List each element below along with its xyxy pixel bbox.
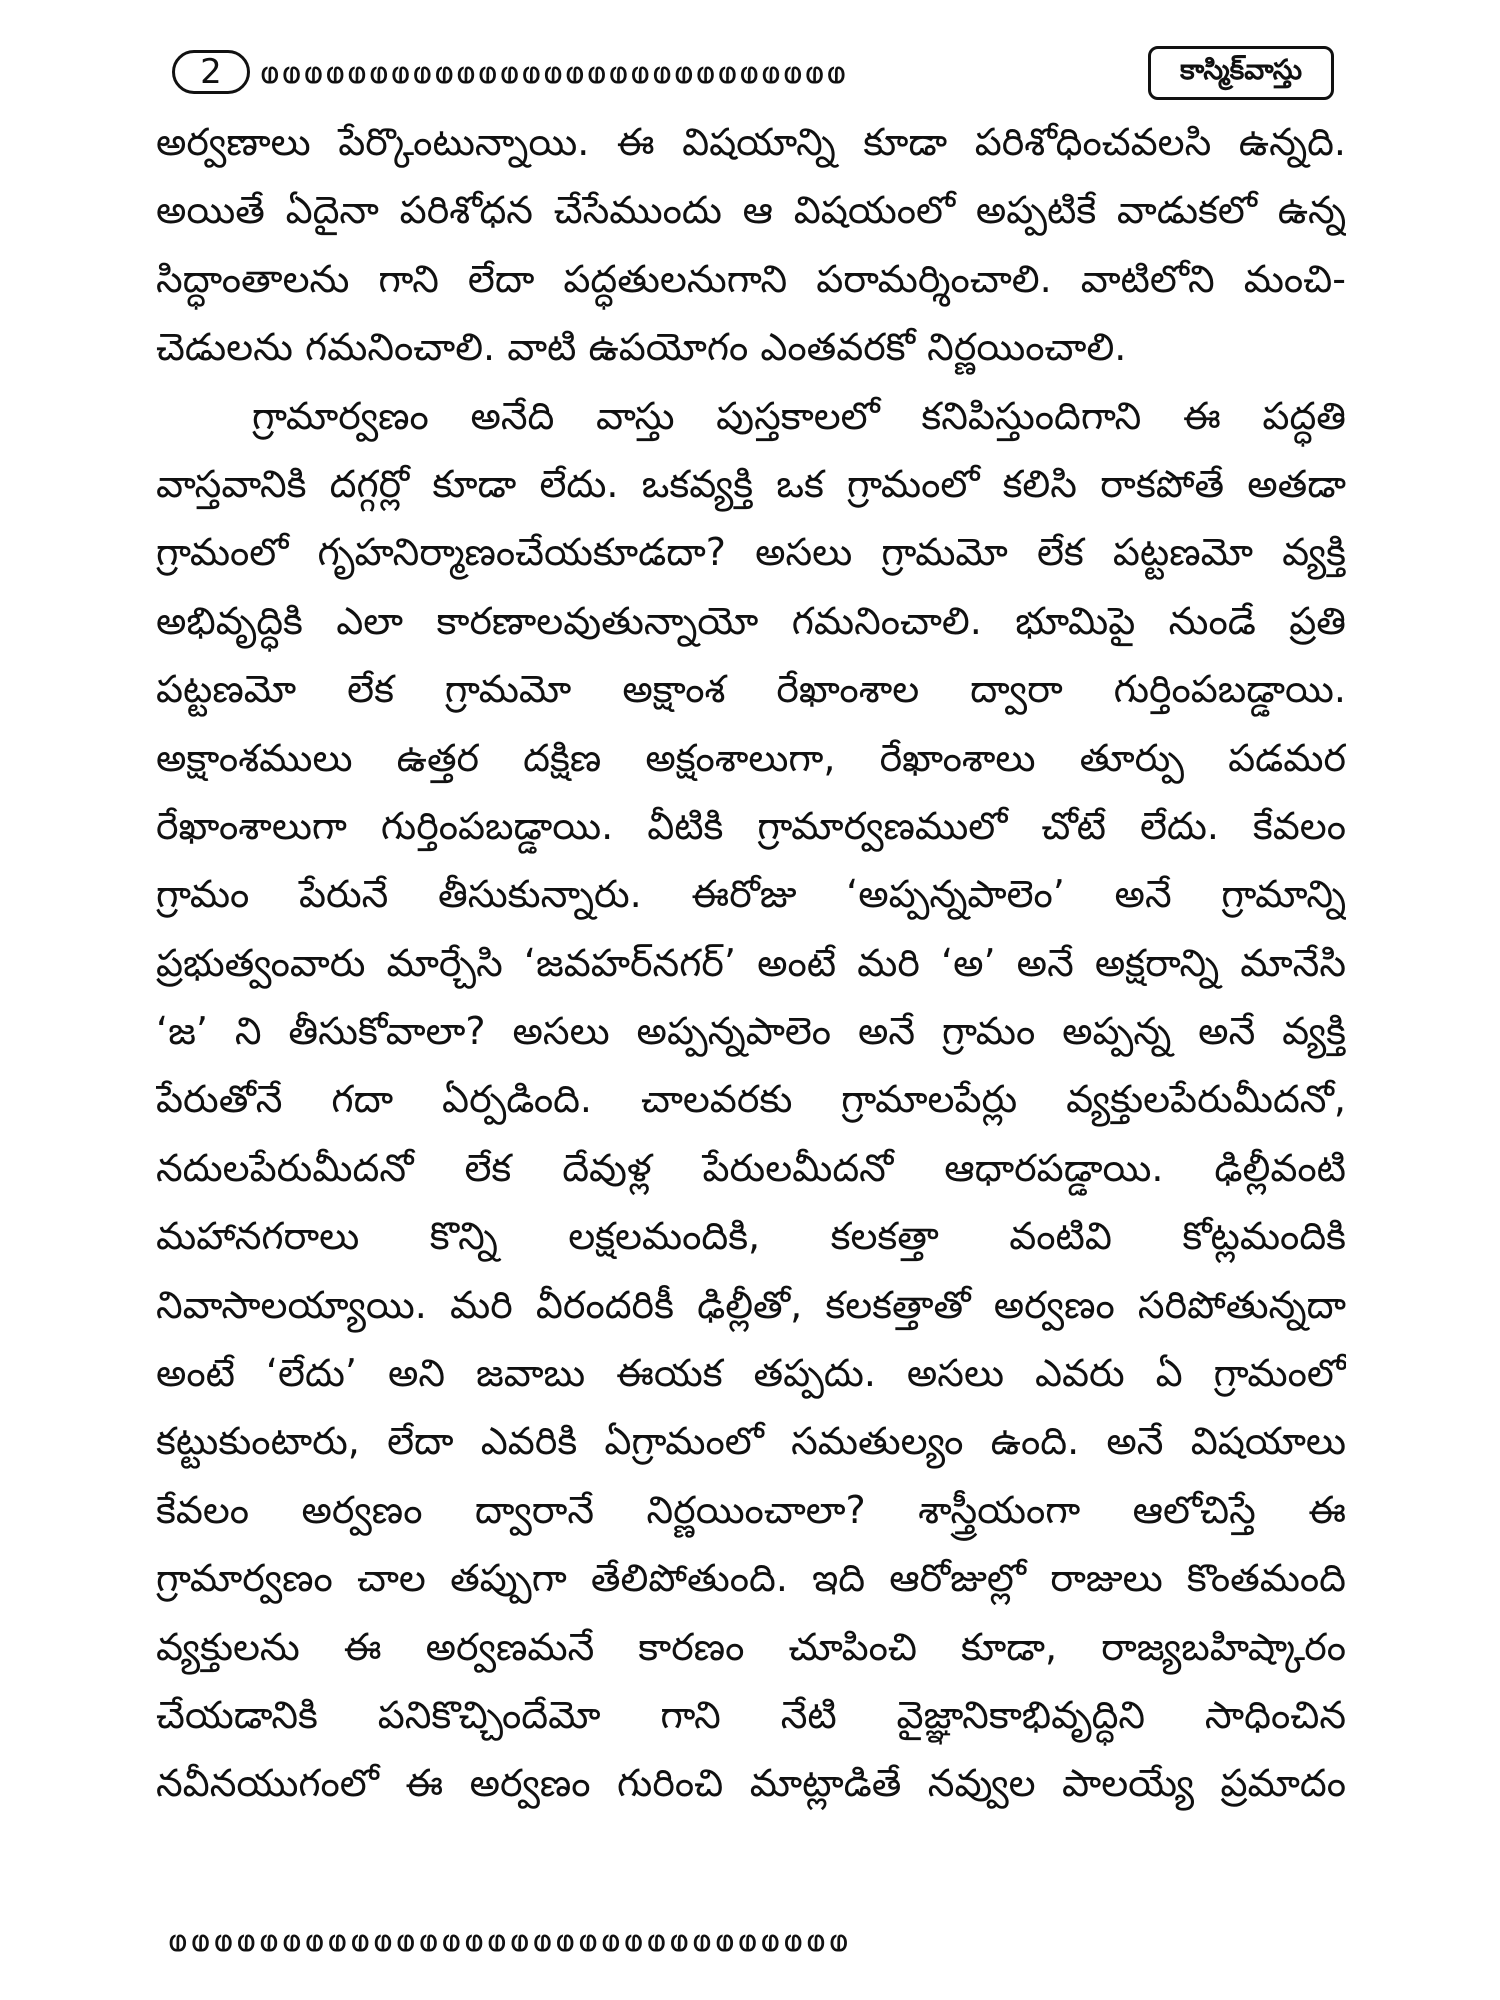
page-header	[168, 46, 1336, 102]
text-line: గ్రామార్వణం చాల తప్పుగా తేలిపోతుంది. ఇది ఆరోజుల్లో రాజులు కొంతమంది	[156, 1556, 1346, 1601]
text-line: ‘జ’ ని తీసుకోవాలా? అసలు అప్పన్నపాలెం అనే గ్రామం అప్పన్న అనే వ్యక్తి	[156, 1009, 1346, 1054]
text-line: పేరుతోనే గదా ఏర్పడింది. చాలవరకు గ్రామాలపేర్లు వ్యక్తులపేరుమీదనో,	[156, 1077, 1346, 1122]
body-text	[156, 108, 1346, 1818]
text-line: అక్షాంశములు ఉత్తర దక్షిణ అక్షంశాలుగా, రేఖాంశాలు తూర్పు పడమర	[156, 735, 1346, 780]
text-line: కేవలం అర్వణం ద్వారానే నిర్ణయించాలా? శాస్త్రీయంగా ఆలోచిస్తే ఈ	[156, 1487, 1346, 1532]
header-ornament: ⱷⱷⱷⱷⱷⱷⱷⱷⱷⱷⱷⱷⱷⱷⱷⱷⱷⱷⱷⱷⱷⱷⱷⱷⱷⱷⱷ	[260, 56, 849, 91]
text-line: రేఖాంశాలుగా గుర్తింపబడ్డాయి. వీటికి గ్రామార్వణములో చోటే లేదు. కేవలం	[156, 803, 1346, 848]
text-line: వ్యక్తులను ఈ అర్వణమనే కారణం చూపించి కూడా, రాజ్యబహిష్కారం	[156, 1624, 1346, 1669]
text-line: చేయడానికి పనికొచ్చిందేమో గాని నేటి వైజ్ఞానికాభివృద్ధిని సాధించిన	[156, 1692, 1346, 1737]
text-line: నదులపేరుమీదనో లేక దేవుళ్ల పేరులమీదనో ఆధారపడ్డాయి. ఢిల్లీవంటి	[156, 1145, 1346, 1190]
text-line: అర్వణాలు పేర్కొంటున్నాయి. ఈ విషయాన్ని కూడా పరిశోధించవలసి ఉన్నది.	[156, 120, 1346, 164]
text-line: గ్రామార్వణం అనేది వాస్తు పుస్తకాలలో కనిపిస్తుందిగాని ఈ పద్ధతి	[252, 393, 1346, 438]
text-line: అంటే ‘లేదు’ అని జవాబు ఈయక తప్పదు. అసలు ఎవరు ఏ గ్రామంలో	[156, 1351, 1346, 1396]
text-line: నివాసాలయ్యాయి. మరి వీరందరికీ ఢిల్లీతో, కలకత్తాతో అర్వణం సరిపోతున్నదా	[156, 1282, 1346, 1327]
running-title: కాస్మిక్‌వాస్తు	[1148, 46, 1334, 100]
text-line: అభివృద్ధికి ఎలా కారణాలవుతున్నాయో గమనించాలి. భూమిపై నుండే ప్రతి	[156, 598, 1346, 643]
text-line: గ్రామం పేరునే తీసుకున్నారు. ఈరోజు ‘అప్పన్నపాలెం’ అనే గ్రామాన్ని	[156, 872, 1346, 917]
page-number: 2	[172, 50, 250, 94]
text-line: సిద్ధాంతాలను గాని లేదా పద్ధతులనుగాని పరామర్శించాలి. వాటిలోని మంచి-	[156, 256, 1346, 301]
footer-ornament: ⱷⱷⱷⱷⱷⱷⱷⱷⱷⱷⱷⱷⱷⱷⱷⱷⱷⱷⱷⱷⱷⱷⱷⱷⱷⱷⱷⱷⱷⱷ	[168, 1924, 852, 1959]
text-line: కట్టుకుంటారు, లేదా ఎవరికి ఏగ్రామంలో సమతుల్యం ఉంది. అనే విషయాలు	[156, 1419, 1346, 1464]
text-line: వాస్తవానికి దగ్గర్లో కూడా లేదు. ఒకవ్యక్తి ఒక గ్రామంలో కలిసి రాకపోతే అతడా	[156, 461, 1346, 506]
text-line: గ్రామంలో గృహనిర్మాణంచేయకూడదా? అసలు గ్రామమో లేక పట్టణమో వ్యక్తి	[156, 530, 1346, 575]
text-line: మహానగరాలు కొన్ని లక్షలమందికి, కలకత్తా వంటివి కోట్లమందికి	[156, 1214, 1346, 1259]
text-line: చెడులను గమనించాలి. వాటి ఉపయోగం ఎంతవరకో నిర్ణయించాలి.	[156, 325, 1127, 370]
text-line: అయితే ఏదైనా పరిశోధన చేసేముందు ఆ విషయంలో అప్పటికే వాడుకలో ఉన్న	[156, 188, 1346, 233]
text-line: పట్టణమో లేక గ్రామమో అక్షాంశ రేఖాంశాల ద్వారా గుర్తింపబడ్డాయి.	[156, 667, 1346, 712]
text-line: ప్రభుత్వంవారు మార్చేసి ‘జవహర్‌నగర్’ అంటే మరి ‘అ’ అనే అక్షరాన్ని మానేసి	[156, 940, 1346, 985]
text-line: నవీనయుగంలో ఈ అర్వణం గురించి మాట్లాడితే నవ్వుల పాలయ్యే ప్రమాదం	[156, 1761, 1346, 1806]
